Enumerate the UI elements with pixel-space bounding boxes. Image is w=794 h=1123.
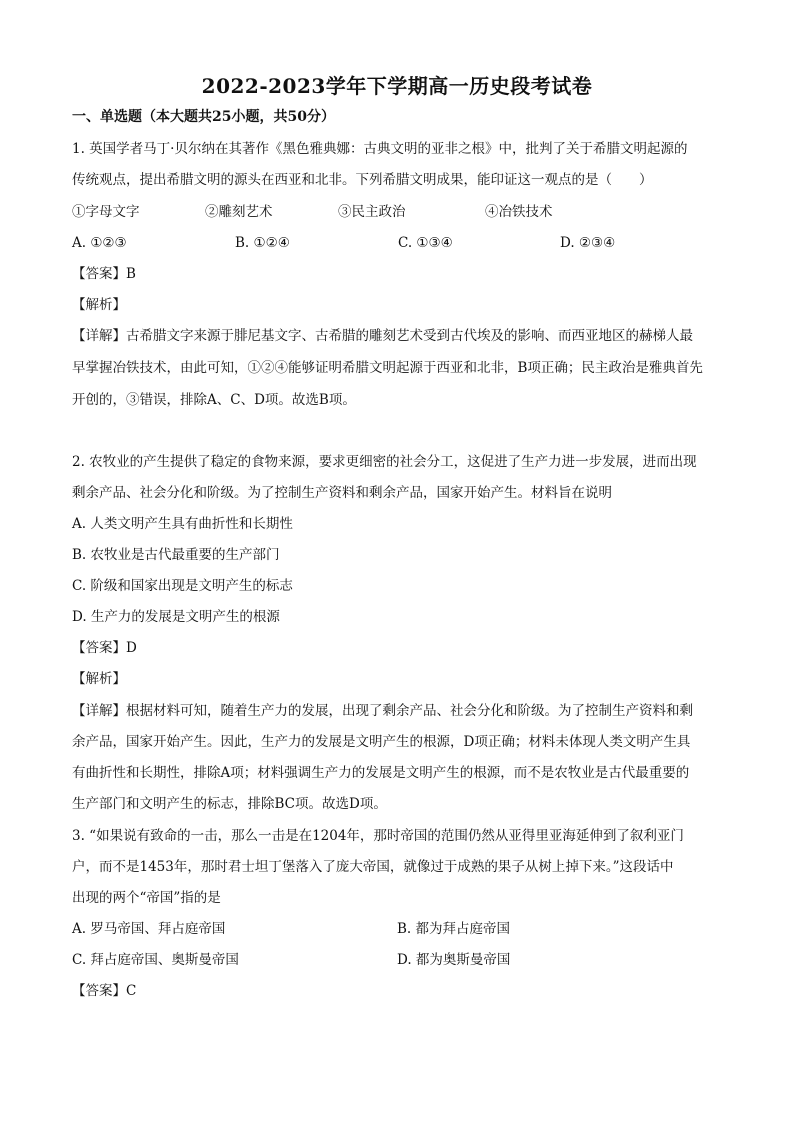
q1-answer: 【答案】B — [72, 266, 136, 282]
q1-option-c: C. ①③④ — [398, 235, 453, 251]
q2-option-c: C. 阶级和国家出现是文明产生的标志 — [72, 578, 293, 594]
q3-stem-line-3: 出现的两个“帝国”指的是 — [72, 890, 221, 906]
q2-option-b: B. 农牧业是古代最重要的生产部门 — [72, 547, 280, 563]
q2-detail-line-2: 余产品，国家开始产生。因此，生产力的发展是文明产生的根源，D项正确；材料未体现人类文明产生具 — [72, 734, 691, 750]
q2-detail-line-1: 【详解】根据材料可知，随着生产力的发展，出现了剩余产品、社会分化和阶级。为了控制生产资料和剩 — [72, 703, 693, 719]
q3-option-d: D. 都为奥斯曼帝国 — [397, 952, 511, 968]
q2-option-d: D. 生产力的发展是文明产生的根源 — [72, 609, 280, 625]
q1-item-3: ③民主政治 — [338, 204, 406, 220]
q2-analysis-label: 【解析】 — [72, 671, 126, 687]
exam-title: 2022-2023学年下学期高一历史段考试卷 — [201, 74, 593, 98]
q3-option-b: B. 都为拜占庭帝国 — [397, 921, 511, 937]
q1-detail-line-3: 开创的，③错误，排除A、C、D项。故选B项。 — [72, 392, 356, 408]
q2-option-a: A. 人类文明产生具有曲折性和长期性 — [72, 516, 293, 532]
q1-item-2: ②雕刻艺术 — [205, 204, 273, 220]
q2-detail-line-3: 有曲折性和长期性，排除A项；材料强调生产力的发展是文明产生的根源，而不是农牧业是古代最重要的 — [72, 765, 690, 781]
q1-analysis-label: 【解析】 — [72, 297, 126, 313]
q1-detail-line-1: 【详解】古希腊文字来源于腓尼基文字、古希腊的雕刻艺术受到古代埃及的影响、而西亚地区的赫梯人最 — [72, 328, 693, 344]
q2-stem-line-2: 剩余产品、社会分化和阶级。为了控制生产资料和剩余产品，国家开始产生。材料旨在说明 — [72, 485, 612, 501]
q1-option-a: A. ①②③ — [72, 235, 127, 251]
q1-option-d: D. ②③④ — [560, 235, 616, 251]
q1-stem-line-2: 传统观点，提出希腊文明的源头在西亚和北非。下列希腊文明成果，能印证这一观点的是（ ） — [72, 172, 653, 188]
q1-stem-line-1: 1. 英国学者马丁·贝尔纳在其著作《黑色雅典娜：古典文明的亚非之根》中，批判了关于希腊文明起源的 — [72, 141, 688, 157]
q2-answer: 【答案】D — [72, 640, 137, 656]
section-heading: 一、单选题（本大题共25小题，共50分） — [72, 109, 335, 125]
q1-detail-line-2: 早掌握冶铁技术，由此可知，①②④能够证明希腊文明起源于西亚和北非，B项正确；民主政治是雅典首先 — [72, 360, 703, 376]
q2-stem-line-1: 2. 农牧业的产生提供了稳定的食物来源，要求更细密的社会分工，这促进了生产力进一步发展，进而出现 — [72, 454, 697, 470]
q2-detail-line-4: 生产部门和文明产生的标志，排除BC项。故选D项。 — [72, 796, 387, 812]
q1-option-b: B. ①②④ — [235, 235, 290, 251]
q1-item-1: ①字母文字 — [72, 204, 140, 220]
q3-answer: 【答案】C — [72, 983, 137, 999]
q3-option-c: C. 拜占庭帝国、奥斯曼帝国 — [72, 952, 239, 968]
q3-option-a: A. 罗马帝国、拜占庭帝国 — [72, 921, 226, 937]
q1-item-4: ④冶铁技术 — [485, 204, 553, 220]
q3-stem-line-2: 户，而不是1453年，那时君士坦丁堡落入了庞大帝国，就像过于成熟的果子从树上掉下来。”这段话中 — [72, 859, 674, 875]
q3-stem-line-1: 3. “如果说有致命的一击，那么一击是在1204年，那时帝国的范围仍然从亚得里亚海延伸到了叙利亚门 — [72, 828, 684, 844]
